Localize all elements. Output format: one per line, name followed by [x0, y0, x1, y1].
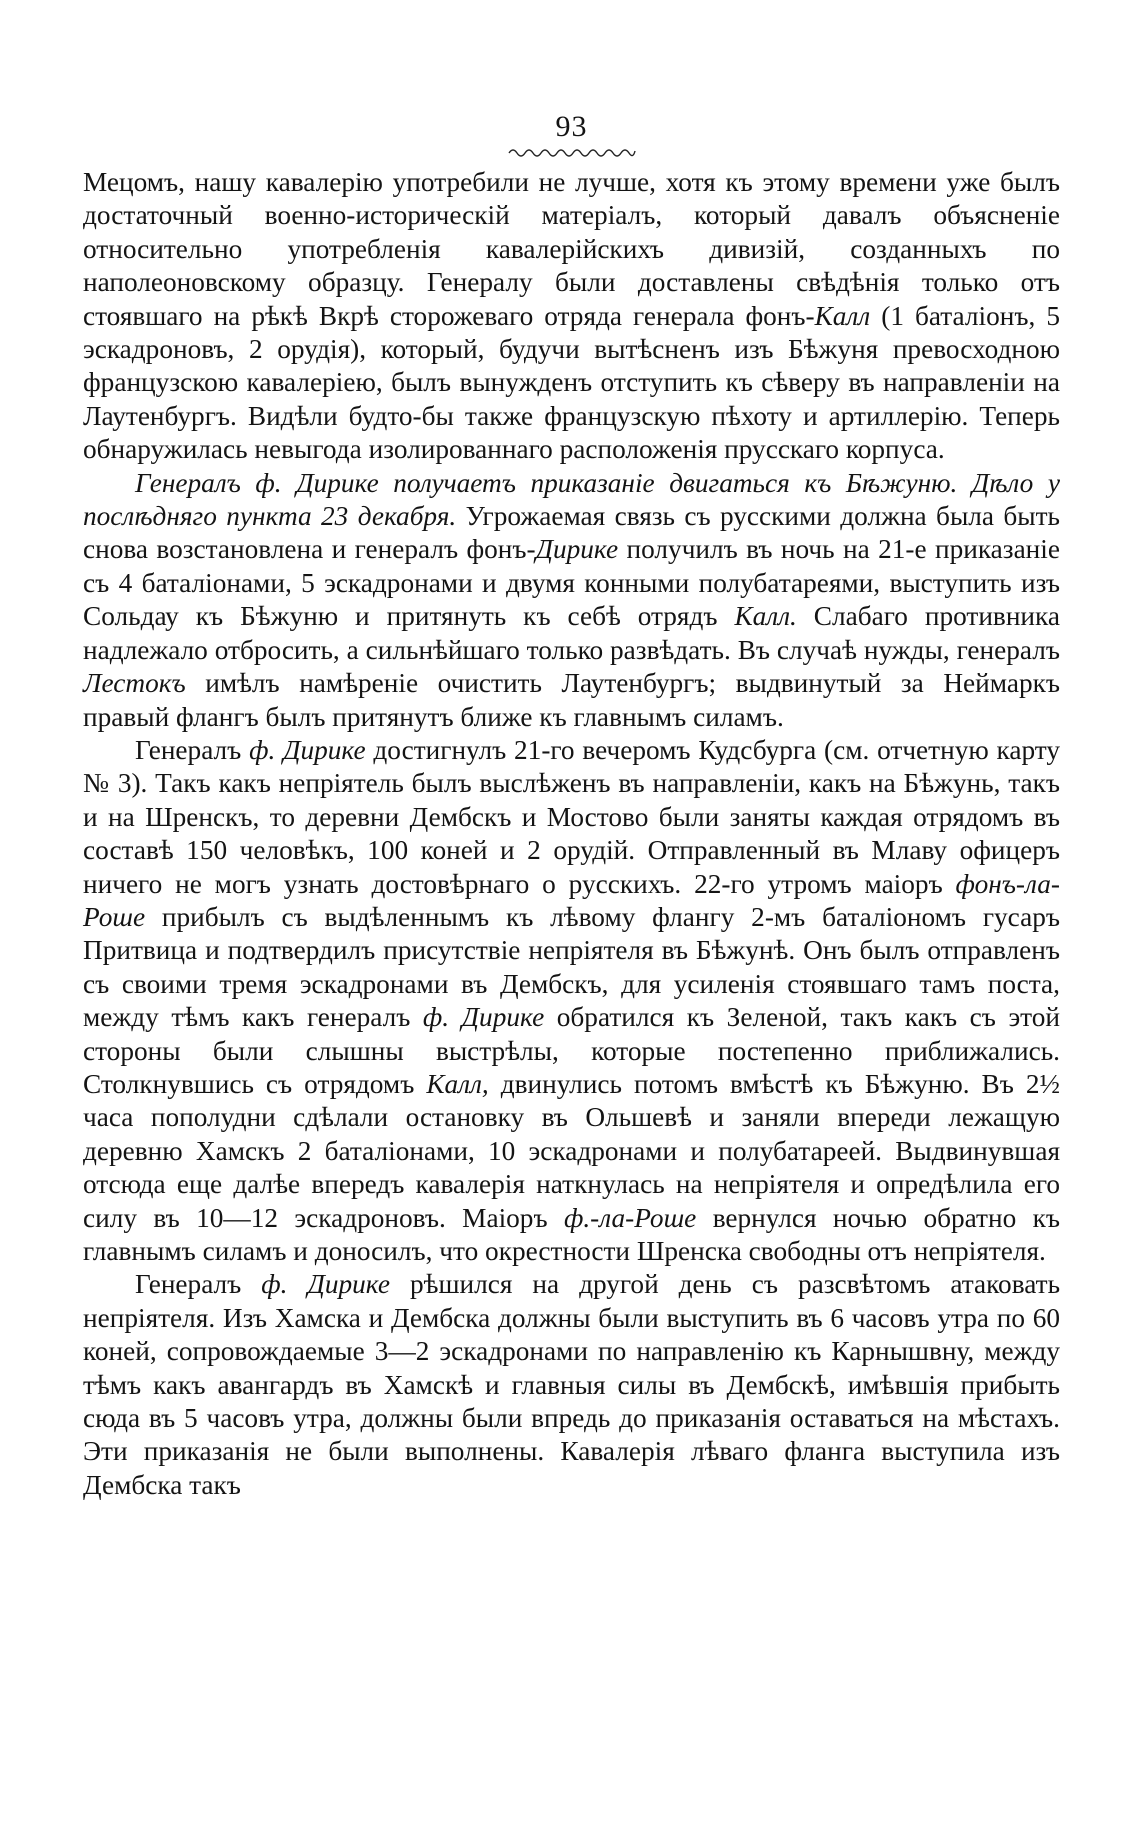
text-run: прибылъ съ выдѣленнымъ къ лѣвому флангу 2-мъ баталіономъ гусаръ Притвица и подтвердилъ присутствіе непріятеля въ Бѣжунѣ. Онъ былъ отправленъ съ своими тремя эскадронами въ Дембскъ, для усиленія стоявшаго тамъ поста, между тѣмъ какъ генералъ [83, 901, 1060, 1033]
text-run: (1 баталіонъ, 5 эскадроновъ, 2 орудія), который, будучи вытѣсненъ изъ Бѣжуня превосходною французскою кавалеріею, былъ вынужденъ отступить къ сѣверу въ направленіи на Лаутенбургъ. Видѣли будто-бы также французскую пѣхоту и артиллерію. Теперь обнаружилась невыгода изолированнаго расположенія прусскаго корпуса. [83, 300, 1060, 465]
text-run: вернулся ночью обратно къ главнымъ силамъ и доносилъ, что окрестности Шренска свободны отъ непріятеля. [83, 1202, 1060, 1266]
ornament-wave-icon [507, 145, 637, 157]
italic-run: Лестокъ [83, 668, 186, 699]
italic-run: Калл, [426, 1068, 489, 1099]
italic-run: Калл [814, 300, 871, 331]
text-run: Генералъ [135, 1269, 262, 1300]
text-run: получилъ въ ночь на 21-е приказаніе съ 4 баталіонами, 5 эскадронами и двумя конными полубатареями, выступить изъ Сольдау къ Бѣжуню и притянуть къ себѣ отрядъ [83, 534, 1060, 632]
text-body [83, 166, 1060, 1502]
ornament-rule [83, 144, 1060, 158]
italic-run: ф. Дирике [422, 1002, 545, 1033]
text-run: Мецомъ, нашу кавалерію употребили не лучше, хотя къ этому времени уже былъ достаточный военно-историческій матеріалъ, который давалъ объясненіе относительно употребленія кавалерійскихъ дивизій, созданныхъ по наполеоновскому образцу. Генералу были доставлены свѣдѣнія только отъ стоявшаго на рѣкѣ Вкрѣ сторожеваго отряда генерала фонъ- [83, 167, 1060, 331]
italic-run: ф. Дирике [261, 1269, 390, 1300]
paragraph [83, 467, 1060, 734]
text-run: Угрожаемая связь съ русскими должна была быть снова возстановлена и генералъ фонъ- [83, 501, 1061, 565]
text-run: имѣлъ намѣреніе очистить Лаутенбургъ; выдвинутый за Неймаркъ правый флангъ былъ притянутъ ближе къ главнымъ силамъ. [83, 668, 1060, 732]
page-number: 93 [555, 110, 588, 143]
italic-run: Калл. [734, 601, 797, 632]
italic-run: ф.-ла-Роше [563, 1202, 697, 1233]
paragraph [83, 734, 1060, 1269]
text-run: Генералъ [135, 734, 250, 765]
italic-run: фонъ-ла-Роше [83, 868, 1060, 932]
italic-run: ф. Дирике [249, 734, 366, 765]
book-page [83, 110, 1060, 1502]
text-run: обратился къ Зеленой, такъ какъ съ этой стороны были слышны выстрѣлы, которые постепенно приближались. Столкнувшись съ отрядомъ [83, 1002, 1060, 1099]
italic-run: Генералъ ф. Дирике получаетъ приказаніе двигаться къ Бѣжуню. Дѣло у послѣдняго пункта 23 декабря. [83, 467, 1060, 532]
text-run: рѣшился на другой день съ разсвѣтомъ атаковать непріятеля. Изъ Хамска и Дембска должны были выступить въ 6 часовъ утра по 60 коней, сопровождаемые 3—2 эскадронами по направленію къ Карнышвну, между тѣмъ какъ авангардъ въ Хамскѣ и главныя силы въ Дембскѣ, имѣвшія прибыть сюда въ 5 часовъ утра, должны были впредь до приказанія оставаться на мѣстахъ. Эти приказанія не были выполнены. Кавалерія лѣваго фланга выступила изъ Дембска такъ [83, 1269, 1061, 1500]
text-run: достигнулъ 21-го вечеромъ Кудсбурга (см. отчетную карту № 3). Такъ какъ непріятель былъ выслѣженъ въ направленіи, какъ на Бѣжунь, такъ и на Шренскъ, то деревни Дембскъ и Мостово были заняты каждая отрядомъ въ составѣ 150 человѣкъ, 100 коней и 2 орудій. Отправленный въ Млаву офицеръ ничего не могъ узнать достовѣрнаго о русскихъ. 22-го утромъ маіоръ [83, 734, 1060, 899]
italic-run: Дирике [535, 534, 619, 565]
paragraph [83, 1268, 1060, 1502]
text-run: Слабаго противника надлежало отбросить, а сильнѣйшаго только развѣдать. Въ случаѣ нужды, генералъ [83, 601, 1061, 665]
paragraph [83, 166, 1060, 467]
text-run: двинулись потомъ вмѣстѣ къ Бѣжуню. Въ 2½ часа пополудни сдѣлали остановку въ Ольшевѣ и заняли впереди лежащую деревню Хамскъ 2 баталіонами, 10 эскадронами и полубатареей. Выдвинувшая отсюда еще далѣе впередъ кавалерія наткнулась на непріятеля и опредѣлила его силу въ 10—12 эскадроновъ. Маіоръ [83, 1068, 1060, 1233]
